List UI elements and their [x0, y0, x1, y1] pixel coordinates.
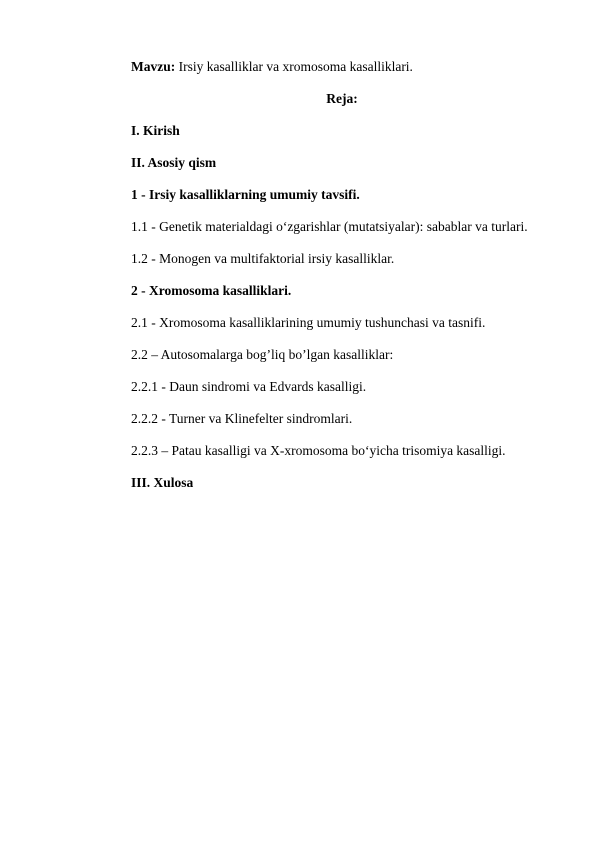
plan-item-section-1: 1 - Irsiy kasalliklarning umumiy tavsifi.	[131, 187, 360, 202]
plan-title: Reja:	[326, 91, 358, 106]
plan-item-conclusion: III. Xulosa	[131, 475, 194, 490]
topic-line	[131, 59, 413, 75]
plan-item-2-2-2: 2.2.2 - Turner va Klinefelter sindromlari.	[131, 411, 353, 426]
plan-item-2-2-3: 2.2.3 – Patau kasalligi va X-xromosoma bo‘yicha trisomiya kasalligi.	[131, 443, 506, 458]
plan-item-1-1: 1.1 - Genetik materialdagi o‘zgarishlar (mutatsiyalar): sabablar va turlari.	[131, 219, 528, 234]
plan-item-2-2: 2.2 – Autosomalarga bog’liq bo’lgan kasalliklar:	[131, 347, 394, 362]
plan-item-section-2: 2 - Xromosoma kasalliklari.	[131, 283, 292, 298]
plan-item-main-part: II. Asosiy qism	[131, 155, 217, 170]
plan-item-2-1: 2.1 - Xromosoma kasalliklarining umumiy tushunchasi va tasnifi.	[131, 315, 486, 330]
topic-label: Mavzu:	[131, 59, 176, 74]
plan-item-2-2-1: 2.2.1 - Daun sindromi va Edvards kasalligi.	[131, 379, 367, 394]
plan-item-1-2: 1.2 - Monogen va multifaktorial irsiy kasalliklar.	[131, 251, 395, 266]
plan-item-intro: I. Kirish	[131, 123, 180, 138]
topic-text: Irsiy kasalliklar va xromosoma kasalliklari.	[175, 59, 413, 74]
